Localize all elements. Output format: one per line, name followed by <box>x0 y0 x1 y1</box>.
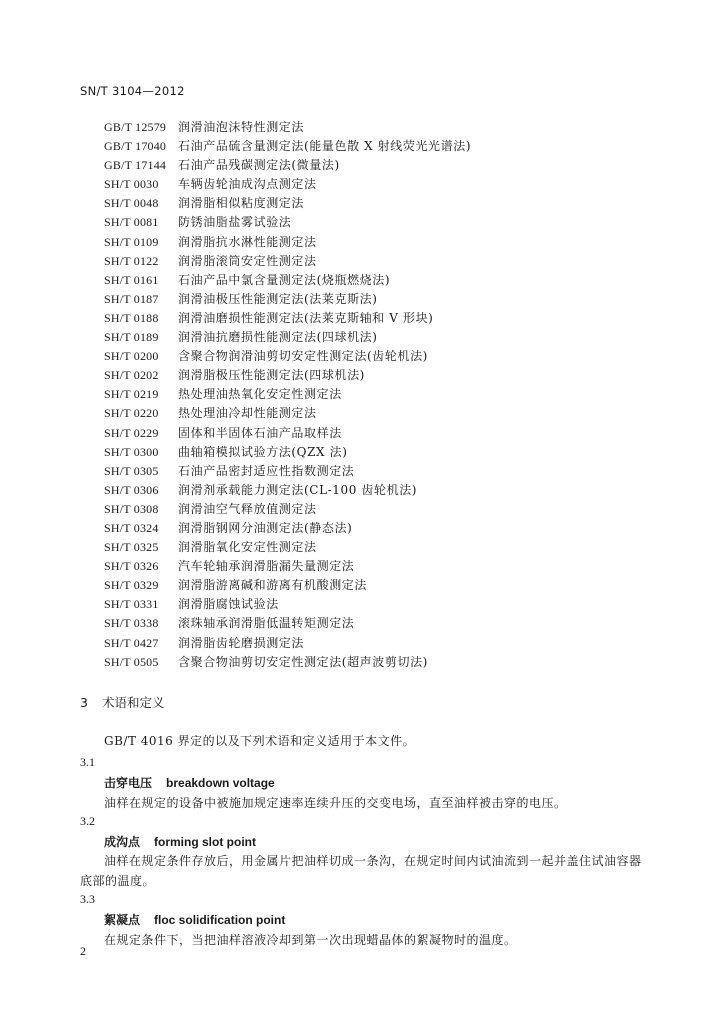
reference-title: 热处理油冷却性能测定法 <box>178 406 317 421</box>
reference-item <box>104 271 664 290</box>
reference-code: GB/T 17040 <box>104 139 167 154</box>
reference-code: SH/T 0325 <box>104 540 159 555</box>
reference-item <box>104 366 664 385</box>
reference-title: 润滑油泡沫特性测定法 <box>178 120 305 134</box>
reference-title: 热处理油热氧化安定性测定法 <box>178 387 342 402</box>
reference-title: 曲轴箱模拟试验方法(QZX 法) <box>178 444 348 459</box>
section-heading <box>80 693 164 711</box>
reference-code: SH/T 0329 <box>104 578 159 593</box>
term-number: 3.3 <box>80 892 95 906</box>
reference-item <box>104 156 664 175</box>
reference-item <box>104 213 664 232</box>
term-definition: 油样在规定的设备中被施加规定速率连续升压的交变电场，直至油样被击穿的电压。 <box>104 796 567 810</box>
reference-code: SH/T 0308 <box>104 501 159 516</box>
reference-title: 润滑脂钢网分油测定法(静态法) <box>178 520 353 535</box>
reference-item <box>104 443 664 462</box>
reference-code: GB/T 12579 <box>104 120 167 134</box>
section-number: 3 <box>80 695 88 710</box>
reference-code: SH/T 0306 <box>104 482 159 497</box>
term-entry <box>104 833 256 850</box>
section-title: 术语和定义 <box>101 695 165 710</box>
reference-code: SH/T 0338 <box>104 616 159 631</box>
reference-title: 汽车轮轴承润滑脂漏失量测定法 <box>178 559 355 574</box>
term-entry <box>104 911 285 928</box>
term-number: 3.1 <box>80 755 95 769</box>
term-definition: 油样在规定条件存放后，用金属片把油样切成一条沟，在规定时间内试油流到一起并盖住试油容器 <box>104 854 642 868</box>
reference-title: 润滑脂腐蚀试验法 <box>178 597 279 612</box>
reference-title: 润滑脂相似粘度测定法 <box>178 196 305 211</box>
reference-title: 润滑脂抗水淋性能测定法 <box>178 234 317 249</box>
normative-references-list <box>104 118 664 672</box>
reference-title: 车辆齿轮油成沟点测定法 <box>178 177 317 192</box>
reference-item <box>104 118 664 137</box>
reference-title: 润滑油磨损性能测定法(法莱克斯轴和 V 形块) <box>178 310 434 325</box>
reference-title: 润滑脂滚筒安定性测定法 <box>178 253 317 268</box>
reference-code: SH/T 0229 <box>104 425 159 440</box>
term-number: 3.2 <box>80 814 95 828</box>
reference-item <box>104 175 664 194</box>
reference-title: 滚珠轴承润滑脂低温转矩测定法 <box>178 616 355 631</box>
reference-title: 固体和半固体石油产品取样法 <box>178 425 342 440</box>
reference-item <box>104 385 664 404</box>
reference-item <box>104 424 664 443</box>
reference-title: 石油产品密封适应性指数测定法 <box>178 463 355 478</box>
reference-item <box>104 309 664 328</box>
term-english: breakdown voltage <box>166 776 275 790</box>
reference-item <box>104 404 664 423</box>
reference-item <box>104 634 664 653</box>
reference-code: SH/T 0505 <box>104 654 159 669</box>
reference-code: SH/T 0324 <box>104 520 159 535</box>
reference-code: SH/T 0187 <box>104 291 159 306</box>
reference-title: 润滑脂游离碱和游离有机酸测定法 <box>178 578 368 593</box>
reference-title: 润滑脂齿轮磨损测定法 <box>178 635 305 650</box>
reference-code: SH/T 0188 <box>104 310 159 325</box>
reference-title: 润滑脂氧化安定性测定法 <box>178 540 317 555</box>
term-english: forming slot point <box>154 835 256 849</box>
reference-item <box>104 653 664 672</box>
reference-item <box>104 576 664 595</box>
reference-title: 石油产品中氯含量测定法(烧瓶燃烧法) <box>178 272 391 287</box>
reference-code: SH/T 0219 <box>104 387 159 402</box>
reference-item <box>104 290 664 309</box>
reference-title: 含聚合物油剪切安定性测定法(超声波剪切法) <box>178 654 428 669</box>
reference-title: 润滑油空气释放值测定法 <box>178 501 317 516</box>
reference-item <box>104 137 664 156</box>
term-chinese: 絮凝点 <box>104 913 141 927</box>
term-entry <box>104 774 275 791</box>
reference-code: SH/T 0081 <box>104 215 159 230</box>
reference-item <box>104 614 664 633</box>
reference-title: 润滑油极压性能测定法(法莱克斯法) <box>178 291 378 306</box>
reference-code: SH/T 0326 <box>104 559 159 574</box>
reference-title: 含聚合物润滑油剪切安定性测定法(齿轮机法) <box>178 349 428 364</box>
reference-code: SH/T 0331 <box>104 597 159 612</box>
reference-title: 润滑油抗磨损性能测定法(四球机法) <box>178 330 378 345</box>
reference-item <box>104 194 664 213</box>
term-chinese: 击穿电压 <box>104 776 153 790</box>
reference-code: SH/T 0200 <box>104 349 159 364</box>
reference-item <box>104 347 664 366</box>
reference-title: 石油产品硫含量测定法(能量色散 X 射线荧光光谱法) <box>178 139 472 154</box>
term-chinese: 成沟点 <box>104 835 141 849</box>
reference-code: SH/T 0048 <box>104 196 159 211</box>
reference-item <box>104 233 664 252</box>
reference-code: SH/T 0122 <box>104 253 159 268</box>
reference-item <box>104 557 664 576</box>
reference-code: SH/T 0189 <box>104 330 159 345</box>
reference-code: SH/T 0220 <box>104 406 159 421</box>
reference-item <box>104 328 664 347</box>
page-number: 2 <box>80 944 86 958</box>
reference-item <box>104 538 664 557</box>
reference-item <box>104 519 664 538</box>
reference-code: SH/T 0030 <box>104 177 159 192</box>
reference-code: SH/T 0109 <box>104 234 159 249</box>
reference-code: GB/T 17144 <box>104 158 167 173</box>
reference-code: SH/T 0202 <box>104 368 159 383</box>
term-english: floc solidification point <box>154 913 286 927</box>
reference-title: 润滑脂极压性能测定法(四球机法) <box>178 368 365 383</box>
reference-item <box>104 500 664 519</box>
reference-item <box>104 252 664 271</box>
term-definition: 在规定条件下，当把油样溶液冷却到第一次出现蜡晶体的絮凝物时的温度。 <box>104 933 517 947</box>
reference-title: 防锈油脂盐雾试验法 <box>178 215 292 230</box>
reference-item <box>104 462 664 481</box>
reference-code: SH/T 0300 <box>104 444 159 459</box>
reference-title: 润滑剂承载能力测定法(CL-100 齿轮机法) <box>178 482 418 497</box>
section-intro-text: GB/T 4016 界定的以及下列术语和定义适用于本文件。 <box>104 734 416 748</box>
term-definition-continued: 底部的温度。 <box>80 874 156 888</box>
reference-code: SH/T 0161 <box>104 272 159 287</box>
document-header-id: SN/T 3104—2012 <box>80 84 185 98</box>
reference-title: 石油产品残碳测定法(微量法) <box>178 158 340 173</box>
reference-code: SH/T 0427 <box>104 635 159 650</box>
reference-item <box>104 481 664 500</box>
reference-code: SH/T 0305 <box>104 463 159 478</box>
reference-item <box>104 595 664 614</box>
